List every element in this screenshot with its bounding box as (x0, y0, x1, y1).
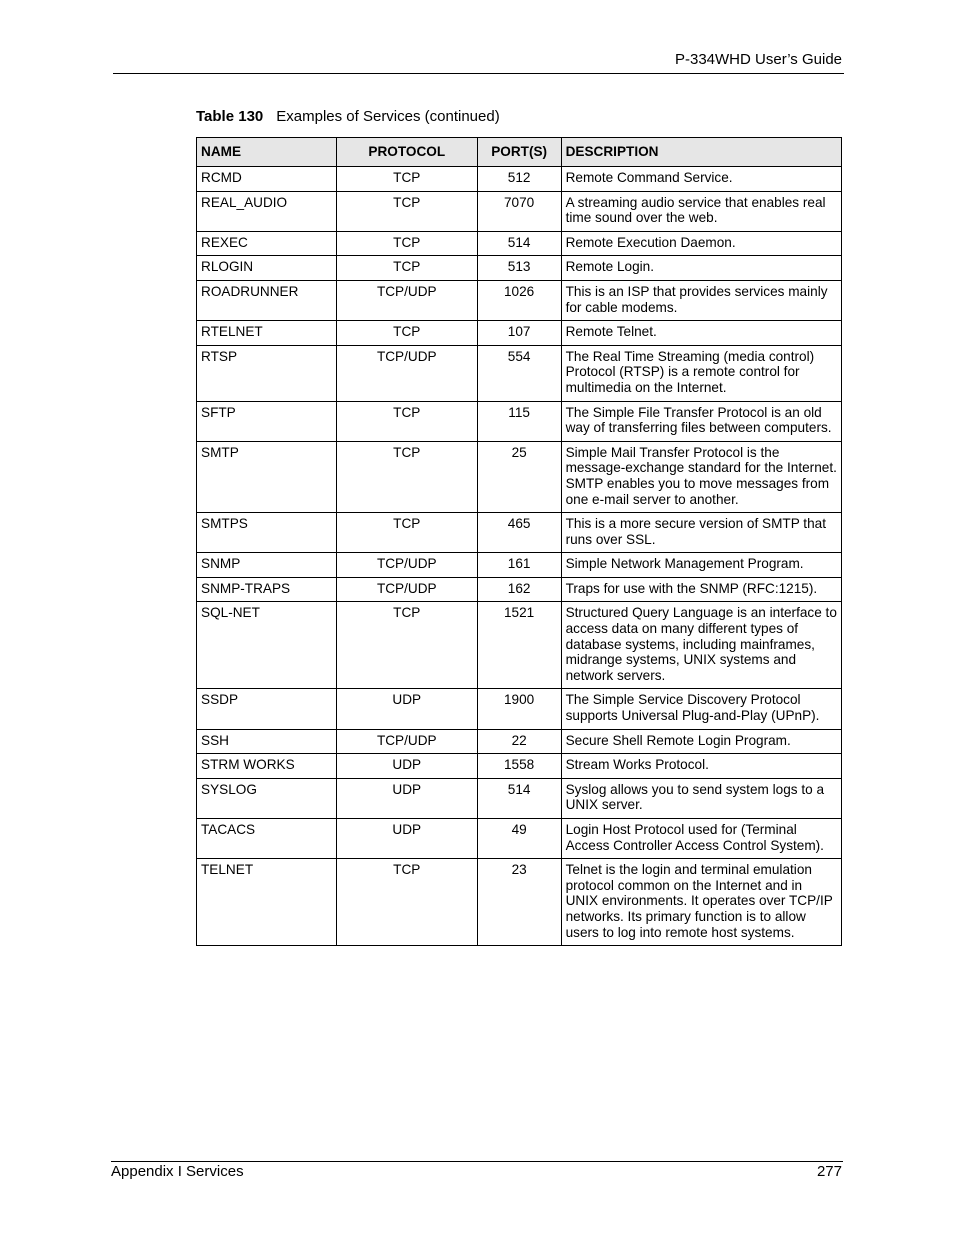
cell-name: TELNET (197, 859, 337, 946)
table-row (197, 321, 842, 346)
cell-name: SQL-NET (197, 602, 337, 689)
table-row (197, 729, 842, 754)
table-row (197, 280, 842, 320)
cell-name: RTELNET (197, 321, 337, 346)
cell-description: Remote Execution Daemon. (561, 231, 841, 256)
cell-description: Telnet is the login and terminal emulation protocol common on the Internet and in UNIX environments. It operates over TCP/IP networks. Its primary function is to allow users to log into remote host systems. (561, 859, 841, 946)
table-row (197, 553, 842, 578)
cell-ports: 1521 (477, 602, 561, 689)
cell-ports: 23 (477, 859, 561, 946)
cell-protocol: UDP (336, 819, 477, 859)
table-row (197, 859, 842, 946)
table-row (197, 231, 842, 256)
cell-protocol: TCP/UDP (336, 553, 477, 578)
cell-protocol: TCP/UDP (336, 280, 477, 320)
cell-description: The Simple Service Discovery Protocol supports Universal Plug-and-Play (UPnP). (561, 689, 841, 729)
cell-name: SSDP (197, 689, 337, 729)
cell-ports: 514 (477, 231, 561, 256)
cell-protocol: TCP/UDP (336, 729, 477, 754)
cell-ports: 115 (477, 401, 561, 441)
cell-protocol: UDP (336, 778, 477, 818)
cell-ports: 512 (477, 167, 561, 192)
cell-description: A streaming audio service that enables real time sound over the web. (561, 191, 841, 231)
cell-description: Remote Login. (561, 256, 841, 281)
cell-name: REAL_AUDIO (197, 191, 337, 231)
cell-ports: 107 (477, 321, 561, 346)
footer-divider (111, 1161, 843, 1162)
cell-ports: 513 (477, 256, 561, 281)
cell-description: Login Host Protocol used for (Terminal Access Controller Access Control System). (561, 819, 841, 859)
cell-protocol: UDP (336, 754, 477, 779)
cell-protocol: TCP (336, 256, 477, 281)
cell-ports: 162 (477, 577, 561, 602)
column-header-protocol: PROTOCOL (336, 138, 477, 167)
cell-protocol: TCP (336, 191, 477, 231)
cell-protocol: TCP/UDP (336, 577, 477, 602)
table-row (197, 577, 842, 602)
table-row (197, 256, 842, 281)
table-row (197, 689, 842, 729)
table-row (197, 819, 842, 859)
column-header-ports: PORT(S) (477, 138, 561, 167)
cell-protocol: TCP (336, 513, 477, 553)
cell-ports: 1558 (477, 754, 561, 779)
cell-name: SSH (197, 729, 337, 754)
cell-name: TACACS (197, 819, 337, 859)
cell-name: SMTPS (197, 513, 337, 553)
table-caption-text: Examples of Services (continued) (276, 108, 500, 125)
cell-name: SFTP (197, 401, 337, 441)
column-header-name: NAME (197, 138, 337, 167)
cell-name: STRM WORKS (197, 754, 337, 779)
cell-ports: 161 (477, 553, 561, 578)
table-row (197, 345, 842, 401)
cell-ports: 1026 (477, 280, 561, 320)
cell-name: SYSLOG (197, 778, 337, 818)
table-row (197, 441, 842, 512)
cell-description: This is an ISP that provides services mainly for cable modems. (561, 280, 841, 320)
page-number: 277 (816, 1163, 842, 1180)
cell-ports: 25 (477, 441, 561, 512)
cell-name: REXEC (197, 231, 337, 256)
table-row (197, 513, 842, 553)
services-table (196, 137, 842, 946)
column-header-description: DESCRIPTION (561, 138, 841, 167)
cell-name: SNMP (197, 553, 337, 578)
cell-description: The Real Time Streaming (media control) Protocol (RTSP) is a remote control for multimedia on the Internet. (561, 345, 841, 401)
cell-protocol: TCP (336, 231, 477, 256)
cell-description: Syslog allows you to send system logs to a UNIX server. (561, 778, 841, 818)
cell-ports: 514 (477, 778, 561, 818)
cell-ports: 49 (477, 819, 561, 859)
cell-description: This is a more secure version of SMTP that runs over SSL. (561, 513, 841, 553)
cell-protocol: TCP/UDP (336, 345, 477, 401)
cell-name: RLOGIN (197, 256, 337, 281)
table-row (197, 778, 842, 818)
cell-name: SNMP-TRAPS (197, 577, 337, 602)
cell-protocol: TCP (336, 441, 477, 512)
cell-description: Simple Network Management Program. (561, 553, 841, 578)
cell-protocol: TCP (336, 859, 477, 946)
cell-name: ROADRUNNER (197, 280, 337, 320)
table-caption (196, 108, 500, 125)
table-row (197, 401, 842, 441)
cell-description: Remote Command Service. (561, 167, 841, 192)
table-row (197, 191, 842, 231)
cell-name: RCMD (197, 167, 337, 192)
cell-description: Secure Shell Remote Login Program. (561, 729, 841, 754)
cell-name: SMTP (197, 441, 337, 512)
table-row (197, 602, 842, 689)
cell-ports: 465 (477, 513, 561, 553)
table-caption-number: Table 130 (196, 108, 264, 125)
cell-name: RTSP (197, 345, 337, 401)
cell-description: Structured Query Language is an interface to access data on many different types of database systems, including mainframes, midrange systems, UNIX systems and network servers. (561, 602, 841, 689)
cell-ports: 7070 (477, 191, 561, 231)
cell-ports: 554 (477, 345, 561, 401)
cell-protocol: TCP (336, 602, 477, 689)
table-header-row (197, 138, 842, 167)
cell-description: Traps for use with the SNMP (RFC:1215). (561, 577, 841, 602)
page-header-title: P-334WHD User’s Guide (675, 51, 842, 68)
cell-description: Simple Mail Transfer Protocol is the message-exchange standard for the Internet. SMTP enables you to move messages from one e-mail server to another. (561, 441, 841, 512)
cell-protocol: TCP (336, 321, 477, 346)
cell-ports: 22 (477, 729, 561, 754)
cell-description: Remote Telnet. (561, 321, 841, 346)
table-row (197, 754, 842, 779)
cell-description: The Simple File Transfer Protocol is an old way of transferring files between computers. (561, 401, 841, 441)
footer-section: Appendix I Services (111, 1163, 244, 1180)
cell-ports: 1900 (477, 689, 561, 729)
table-row (197, 167, 842, 192)
cell-protocol: TCP (336, 167, 477, 192)
header-divider (113, 73, 844, 74)
cell-protocol: TCP (336, 401, 477, 441)
cell-description: Stream Works Protocol. (561, 754, 841, 779)
cell-protocol: UDP (336, 689, 477, 729)
